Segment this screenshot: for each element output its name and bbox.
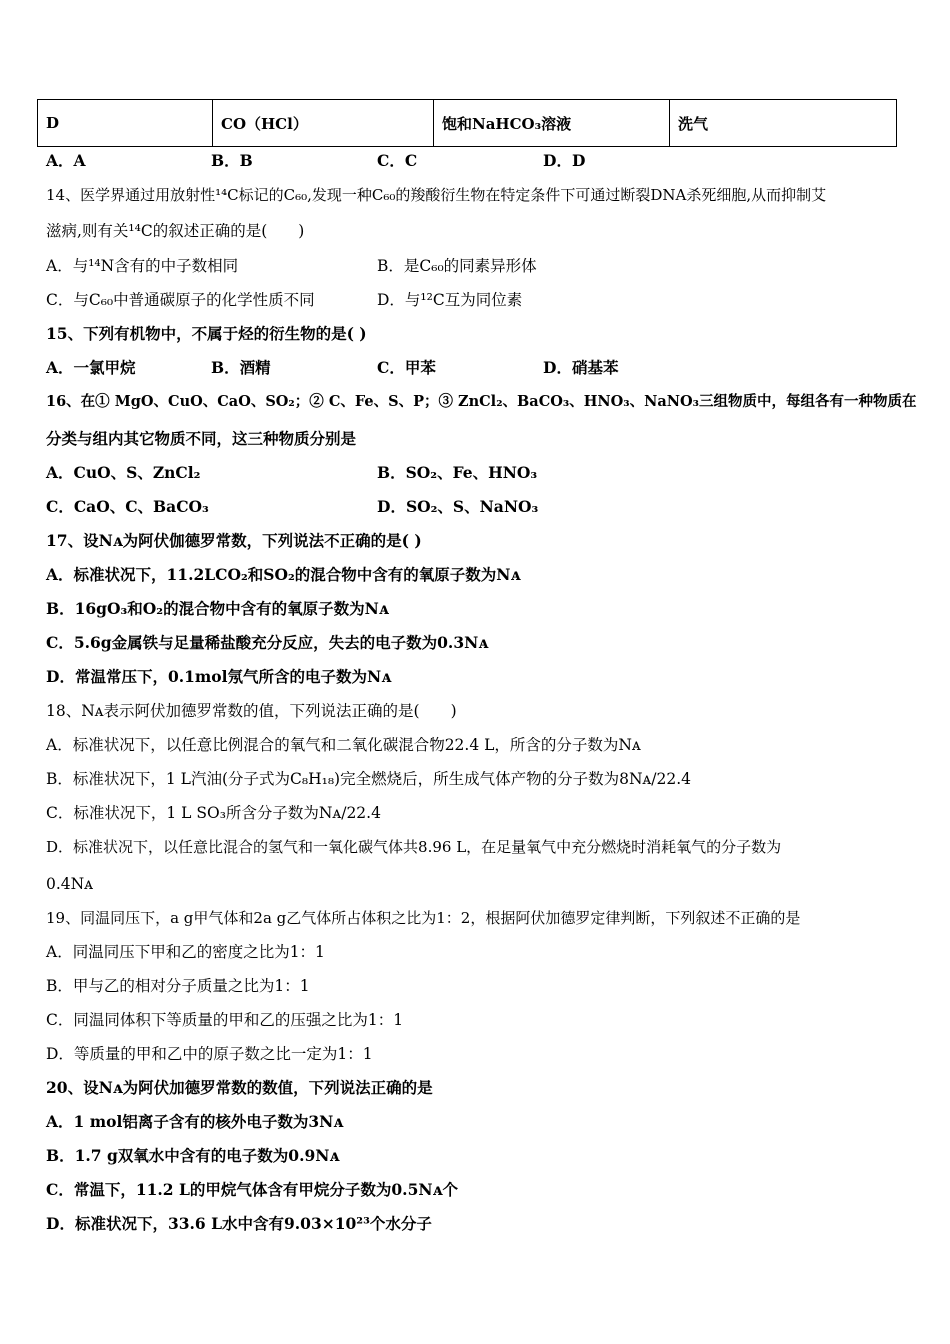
q19-option-a: A．同温同压下甲和乙的密度之比为1：1: [46, 943, 325, 961]
q17-option-c: C．5.6g金属铁与足量稀盐酸充分反应，失去的电子数为0.3Nᴀ: [46, 633, 489, 652]
q17-option-a: A．标准状况下，11.2LCO₂和SO₂的混合物中含有的氧原子数为Nᴀ: [46, 565, 521, 584]
table-cell-reagent: 饱和NaHCO₃溶液: [434, 100, 670, 147]
q20-stem: 20、设Nᴀ为阿伏加德罗常数的数值，下列说法正确的是: [46, 1078, 433, 1097]
q14-stem-line1: 14、医学界通过用放射性¹⁴C标记的C₆₀,发现一种C₆₀的羧酸衍生物在特定条件下可通过断裂DNA杀死细胞,从而抑制艾: [46, 186, 827, 204]
q18-option-d-line2: 0.4Nᴀ: [46, 875, 93, 893]
q14-option-c: C．与C₆₀中普通碳原子的化学性质不同: [46, 291, 315, 309]
q16-option-b: B．SO₂、Fe、HNO₃: [377, 463, 538, 482]
q15-option-a: A．一氯甲烷: [46, 358, 136, 377]
q18-option-a: A．标准状况下，以任意比例混合的氧气和二氧化碳混合物22.4 L，所含的分子数为Nᴀ: [46, 736, 641, 754]
q17-option-d: D．常温常压下，0.1mol氖气所含的电子数为Nᴀ: [46, 667, 392, 686]
q14-option-d: D．与¹²C互为同位素: [377, 291, 523, 309]
q16-stem-line1: 16、在① MgO、CuO、CaO、SO₂；② C、Fe、S、P；③ ZnCl₂、BaCO₃、HNO₃、NaNO₃三组物质中，每组各有一种物质在: [46, 393, 917, 410]
q16-option-c: C．CaO、C、BaCO₃: [46, 497, 209, 516]
q20-option-d: D．标准状况下，33.6 L水中含有9.03×10²³个水分子: [46, 1214, 432, 1233]
table-cell-option: D: [38, 100, 213, 147]
q13-option-c: C．C: [377, 151, 418, 170]
q13-option-b: B．B: [211, 151, 253, 170]
q20-option-a: A．1 mol铝离子含有的核外电子数为3Nᴀ: [46, 1112, 344, 1131]
q18-option-d-line1: D．标准状况下，以任意比混合的氢气和一氧化碳气体共8.96 L，在足量氧气中充分燃烧时消耗氧气的分子数为: [46, 838, 782, 856]
q19-option-c: C．同温同体积下等质量的甲和乙的压强之比为1：1: [46, 1011, 404, 1029]
q16-option-d: D．SO₂、S、NaNO₃: [377, 497, 539, 516]
q13-option-d: D．D: [543, 151, 586, 170]
q17-stem: 17、设Nᴀ为阿伏伽德罗常数，下列说法不正确的是( ): [46, 531, 422, 550]
q16-stem-line2: 分类与组内其它物质不同，这三种物质分别是: [46, 429, 357, 448]
q20-option-c: C．常温下，11.2 L的甲烷气体含有甲烷分子数为0.5Nᴀ个: [46, 1180, 458, 1199]
table-row: [38, 100, 897, 147]
answer-table: [37, 99, 897, 147]
q14-option-a: A．与¹⁴N含有的中子数相同: [46, 257, 239, 275]
q18-option-c: C．标准状况下，1 L SO₃所含分子数为Nᴀ/22.4: [46, 804, 381, 822]
q14-stem-line2: 滋病,则有关¹⁴C的叙述正确的是( ): [46, 222, 305, 240]
q15-option-d: D．硝基苯: [543, 358, 619, 377]
table-cell-substance: CO（HCl）: [213, 100, 434, 147]
q14-option-b: B．是C₆₀的同素异形体: [377, 257, 537, 275]
q15-option-b: B．酒精: [211, 358, 271, 377]
table-cell-method: 洗气: [670, 100, 897, 147]
q19-option-d: D．等质量的甲和乙中的原子数之比一定为1：1: [46, 1045, 373, 1063]
q15-option-c: C．甲苯: [377, 358, 436, 377]
q18-stem: 18、Nᴀ表示阿伏加德罗常数的值，下列说法正确的是( ): [46, 702, 457, 720]
q17-option-b: B．16gO₃和O₂的混合物中含有的氧原子数为Nᴀ: [46, 599, 389, 618]
q20-option-b: B．1.7 g双氧水中含有的电子数为0.9Nᴀ: [46, 1146, 340, 1165]
q15-stem: 15、下列有机物中，不属于烃的衍生物的是( ): [46, 324, 367, 343]
q19-stem: 19、同温同压下，a g甲气体和2a g乙气体所占体积之比为1：2，根据阿伏加德罗定律判断，下列叙述不正确的是: [46, 909, 801, 927]
q19-option-b: B．甲与乙的相对分子质量之比为1：1: [46, 977, 310, 995]
q13-option-a: A．A: [46, 151, 86, 170]
q16-option-a: A．CuO、S、ZnCl₂: [46, 463, 201, 482]
q18-option-b: B．标准状况下，1 L汽油(分子式为C₈H₁₈)完全燃烧后，所生成气体产物的分子数为8Nᴀ/22.4: [46, 770, 692, 788]
